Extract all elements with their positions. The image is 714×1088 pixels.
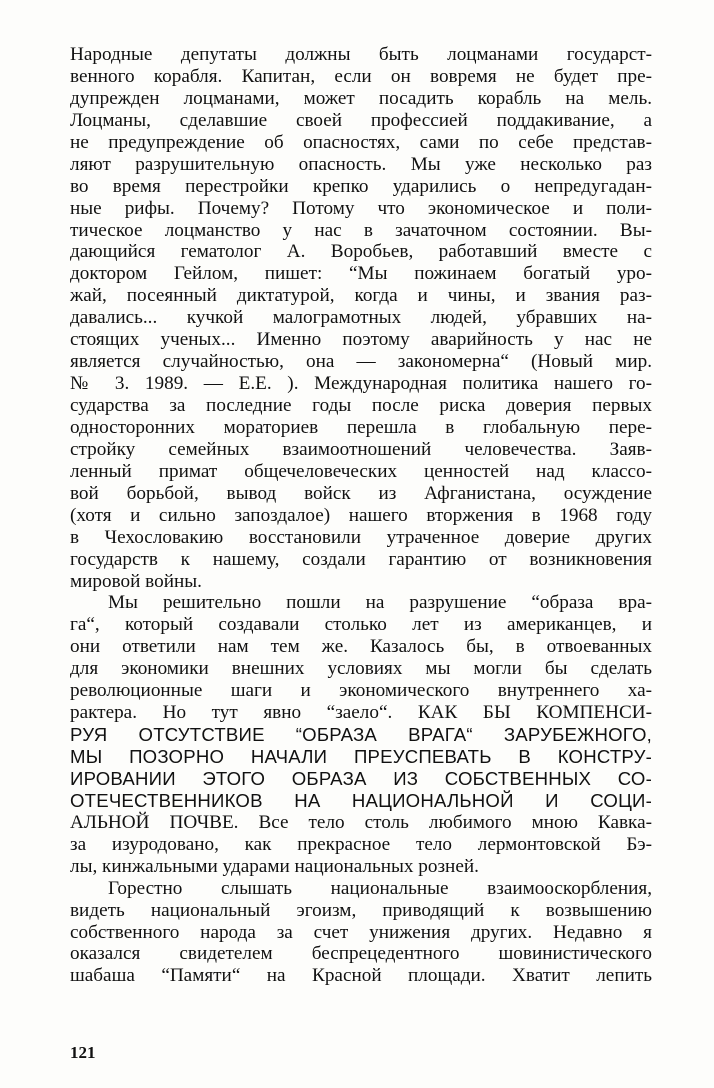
text-line: Мы решительно пошли на разрушение “образа вра-	[108, 592, 652, 614]
paragraph	[70, 878, 652, 988]
text-line: МЫ ПОЗОРНО НАЧАЛИ ПРЕУСПЕВАТЬ В КОНСТРУ-	[70, 746, 652, 767]
text-line: собственного народа за счет унижения других. Недавно я	[70, 921, 652, 943]
text-line: (хотя и сильно запоздалое) нашего вторжения в 1968 году	[70, 504, 652, 526]
text-line: доктором Гейлом, пишет: “Мы пожинаем богатый уро-	[70, 263, 652, 285]
text-line: РУЯ ОТСУТСТВИЕ “ОБРАЗА ВРАГА“ ЗАРУБЕЖНОГО,	[70, 724, 652, 746]
text-line: ленный примат общечеловеческих ценностей над классо-	[70, 460, 652, 482]
text-line: не предупреждение об опасностях, сами по себе представ-	[70, 131, 652, 153]
text-line: АЛЬНОЙ ПОЧВЕ. Все тело столь любимого мною Кавка-	[70, 811, 652, 833]
text-line: односторонних мораториев перешла в глобальную пере-	[70, 416, 652, 438]
text-line: ляют разрушительную опасность. Мы уже несколько раз	[70, 153, 652, 175]
text-line: ные рифы. Почему? Потому что экономическое и поли-	[70, 197, 652, 219]
text-line: за изуродовано, как прекрасное тело лермонтовской Бэ-	[70, 833, 652, 855]
text-line: мировой войны.	[70, 570, 202, 592]
text-line: видеть национальный эгоизм, приводящий к возвышению	[70, 899, 652, 921]
text-line: для экономики внешних условиях мы могли бы сделать	[70, 658, 652, 680]
text-line: ИРОВАНИИ ЭТОГО ОБРАЗА ИЗ СОБСТВЕННЫХ СО-	[70, 767, 652, 789]
text-line: в Чехословакию восстановили утраченное доверие других	[70, 526, 652, 548]
text-line: Горестно слышать национальные взаимооскорбления,	[108, 877, 652, 899]
text-line: революционные шаги и экономического внутреннего ха-	[70, 680, 652, 702]
text-line: является случайностью, она — закономерна“ (Новый мир.	[70, 351, 652, 373]
paragraph	[70, 44, 652, 592]
text-line: № 3. 1989. — Е.Е. ). Международная политика нашего го-	[70, 373, 652, 395]
text-line: стройку семейных взаимоотношений человечества. Заяв-	[70, 438, 652, 460]
text-line: дающийся гематолог А. Воробьев, работавший вместе с	[70, 241, 652, 263]
text-line: Народные депутаты должны быть лоцманами государст-	[70, 44, 652, 65]
text-line: лы, кинжальными ударами национальных розней.	[70, 855, 479, 877]
text-line: вой борьбой, вывод войск из Афганистана, осуждение	[70, 482, 652, 504]
text-line: давались... кучкой малограмотных людей, убравших на-	[70, 307, 652, 329]
text-line: во время перестройки крепко ударились о непредугадан-	[70, 175, 652, 197]
paragraph	[70, 592, 652, 877]
text-line: ОТЕЧЕСТВЕННИКОВ НА НАЦИОНАЛЬНОЙ И СОЦИ-	[70, 789, 652, 811]
text-line: оказался свидетелем беспрецедентного шовинистического	[70, 943, 652, 965]
text-line: венного корабля. Капитан, если он вовремя не будет пре-	[70, 65, 652, 87]
text-line: Лоцманы, сделавшие своей профессией поддакивание, а	[70, 109, 652, 131]
text-line: государств к нашему, создали гарантию от возникновения	[70, 548, 652, 570]
body-text	[70, 44, 652, 987]
text-line: шабаша “Памяти“ на Красной площади. Хватит лепить	[70, 965, 652, 987]
text-line: га“, который создавали столько лет из американцев, и	[70, 614, 652, 636]
text-line: стоящих ученых... Именно поэтому аварийность у нас не	[70, 329, 652, 351]
text-line: дупрежден лоцманами, может посадить корабль на мель.	[70, 87, 652, 109]
text-line: они ответили нам тем же. Казалось бы, в отвоеванных	[70, 636, 652, 658]
text-line: жай, посеянный диктатурой, когда и чины, и звания раз-	[70, 285, 652, 307]
text-line: тическое лоцманство у нас в зачаточном состоянии. Вы-	[70, 219, 652, 241]
text-line: сударства за последние годы после риска доверия первых	[70, 395, 652, 416]
page-number: 121	[70, 1043, 96, 1062]
text-line: рактера. Но тут явно “заело“. КАК БЫ КОМПЕНСИ-	[70, 702, 652, 724]
